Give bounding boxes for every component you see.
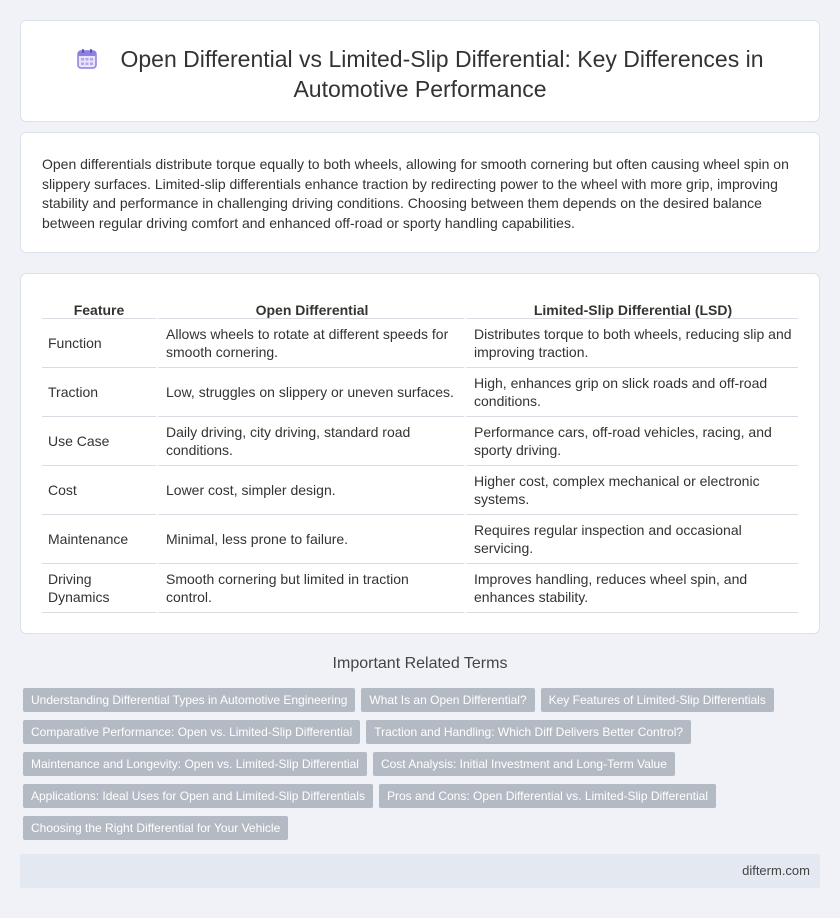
- lsd-cell: High, enhances grip on slick roads and off-road conditions.: [464, 368, 798, 417]
- intro-paragraph: Open differentials distribute torque equally to both wheels, allowing for smooth cornering but often causing wheel spin on slippery surfaces. Limited-slip differentials enhance traction by redirecting power to the wheel with more grip, improving stability and performance in challenging driving conditions. Choosing between them depends on the desired balance between regular driving comfort and enhanced off-road or sporty handling capabilities.: [42, 156, 789, 231]
- open-diff-cell: Minimal, less prone to failure.: [156, 515, 464, 564]
- comparison-table-card: [20, 273, 820, 634]
- related-term-tag[interactable]: Pros and Cons: Open Differential vs. Limited-Slip Differential: [379, 784, 716, 808]
- open-diff-cell: Allows wheels to rotate at different speeds for smooth cornering.: [156, 319, 464, 368]
- table-row: [42, 564, 798, 613]
- table-row: [42, 417, 798, 466]
- footer-site-link[interactable]: difterm.com: [742, 863, 810, 878]
- comparison-table: [42, 297, 798, 613]
- lsd-cell: Performance cars, off-road vehicles, racing, and sporty driving.: [464, 417, 798, 466]
- related-terms-heading: Important Related Terms: [332, 655, 508, 672]
- related-term-tag[interactable]: Applications: Ideal Uses for Open and Limited-Slip Differentials: [23, 784, 373, 808]
- table-row: [42, 466, 798, 515]
- column-header-feature: Feature: [42, 297, 156, 319]
- related-term-tag[interactable]: Maintenance and Longevity: Open vs. Limited-Slip Differential: [23, 752, 367, 776]
- feature-cell: Maintenance: [42, 515, 156, 564]
- related-term-tag[interactable]: Key Features of Limited-Slip Differentials: [541, 688, 774, 712]
- feature-cell: Cost: [42, 466, 156, 515]
- related-term-tag[interactable]: Traction and Handling: Which Diff Delivers Better Control?: [366, 720, 691, 744]
- lsd-cell: Higher cost, complex mechanical or electronic systems.: [464, 466, 798, 515]
- lsd-cell: Requires regular inspection and occasional servicing.: [464, 515, 798, 564]
- page-title-text: Open Differential vs Limited-Slip Differential: Key Differences in Automotive Performance: [120, 46, 764, 102]
- feature-cell: Driving Dynamics: [42, 564, 156, 613]
- open-diff-cell: Lower cost, simpler design.: [156, 466, 464, 515]
- open-diff-cell: Low, struggles on slippery or uneven surfaces.: [156, 368, 464, 417]
- table-row: [42, 319, 798, 368]
- column-header-open-differential: Open Differential: [156, 297, 464, 319]
- feature-cell: Function: [42, 319, 156, 368]
- table-row: [42, 515, 798, 564]
- calendar-icon: [76, 48, 98, 70]
- feature-cell: Use Case: [42, 417, 156, 466]
- related-term-tag[interactable]: Comparative Performance: Open vs. Limited-Slip Differential: [23, 720, 360, 744]
- lsd-cell: Distributes torque to both wheels, reducing slip and improving traction.: [464, 319, 798, 368]
- intro-card: [20, 132, 820, 253]
- table-row: [42, 368, 798, 417]
- table-header-row: [42, 297, 798, 319]
- feature-cell: Traction: [42, 368, 156, 417]
- open-diff-cell: Daily driving, city driving, standard road conditions.: [156, 417, 464, 466]
- open-diff-cell: Smooth cornering but limited in traction control.: [156, 564, 464, 613]
- title-card: [20, 20, 820, 122]
- related-term-tag[interactable]: Cost Analysis: Initial Investment and Long-Term Value: [373, 752, 675, 776]
- column-header-lsd: Limited-Slip Differential (LSD): [464, 297, 798, 319]
- related-term-tag[interactable]: Choosing the Right Differential for Your Vehicle: [23, 816, 288, 840]
- footer: [20, 854, 820, 888]
- related-term-tag[interactable]: What Is an Open Differential?: [361, 688, 534, 712]
- lsd-cell: Improves handling, reduces wheel spin, and enhances stability.: [464, 564, 798, 613]
- related-terms-list: [23, 688, 813, 848]
- page-title: [21, 44, 819, 104]
- related-term-tag[interactable]: Understanding Differential Types in Automotive Engineering: [23, 688, 355, 712]
